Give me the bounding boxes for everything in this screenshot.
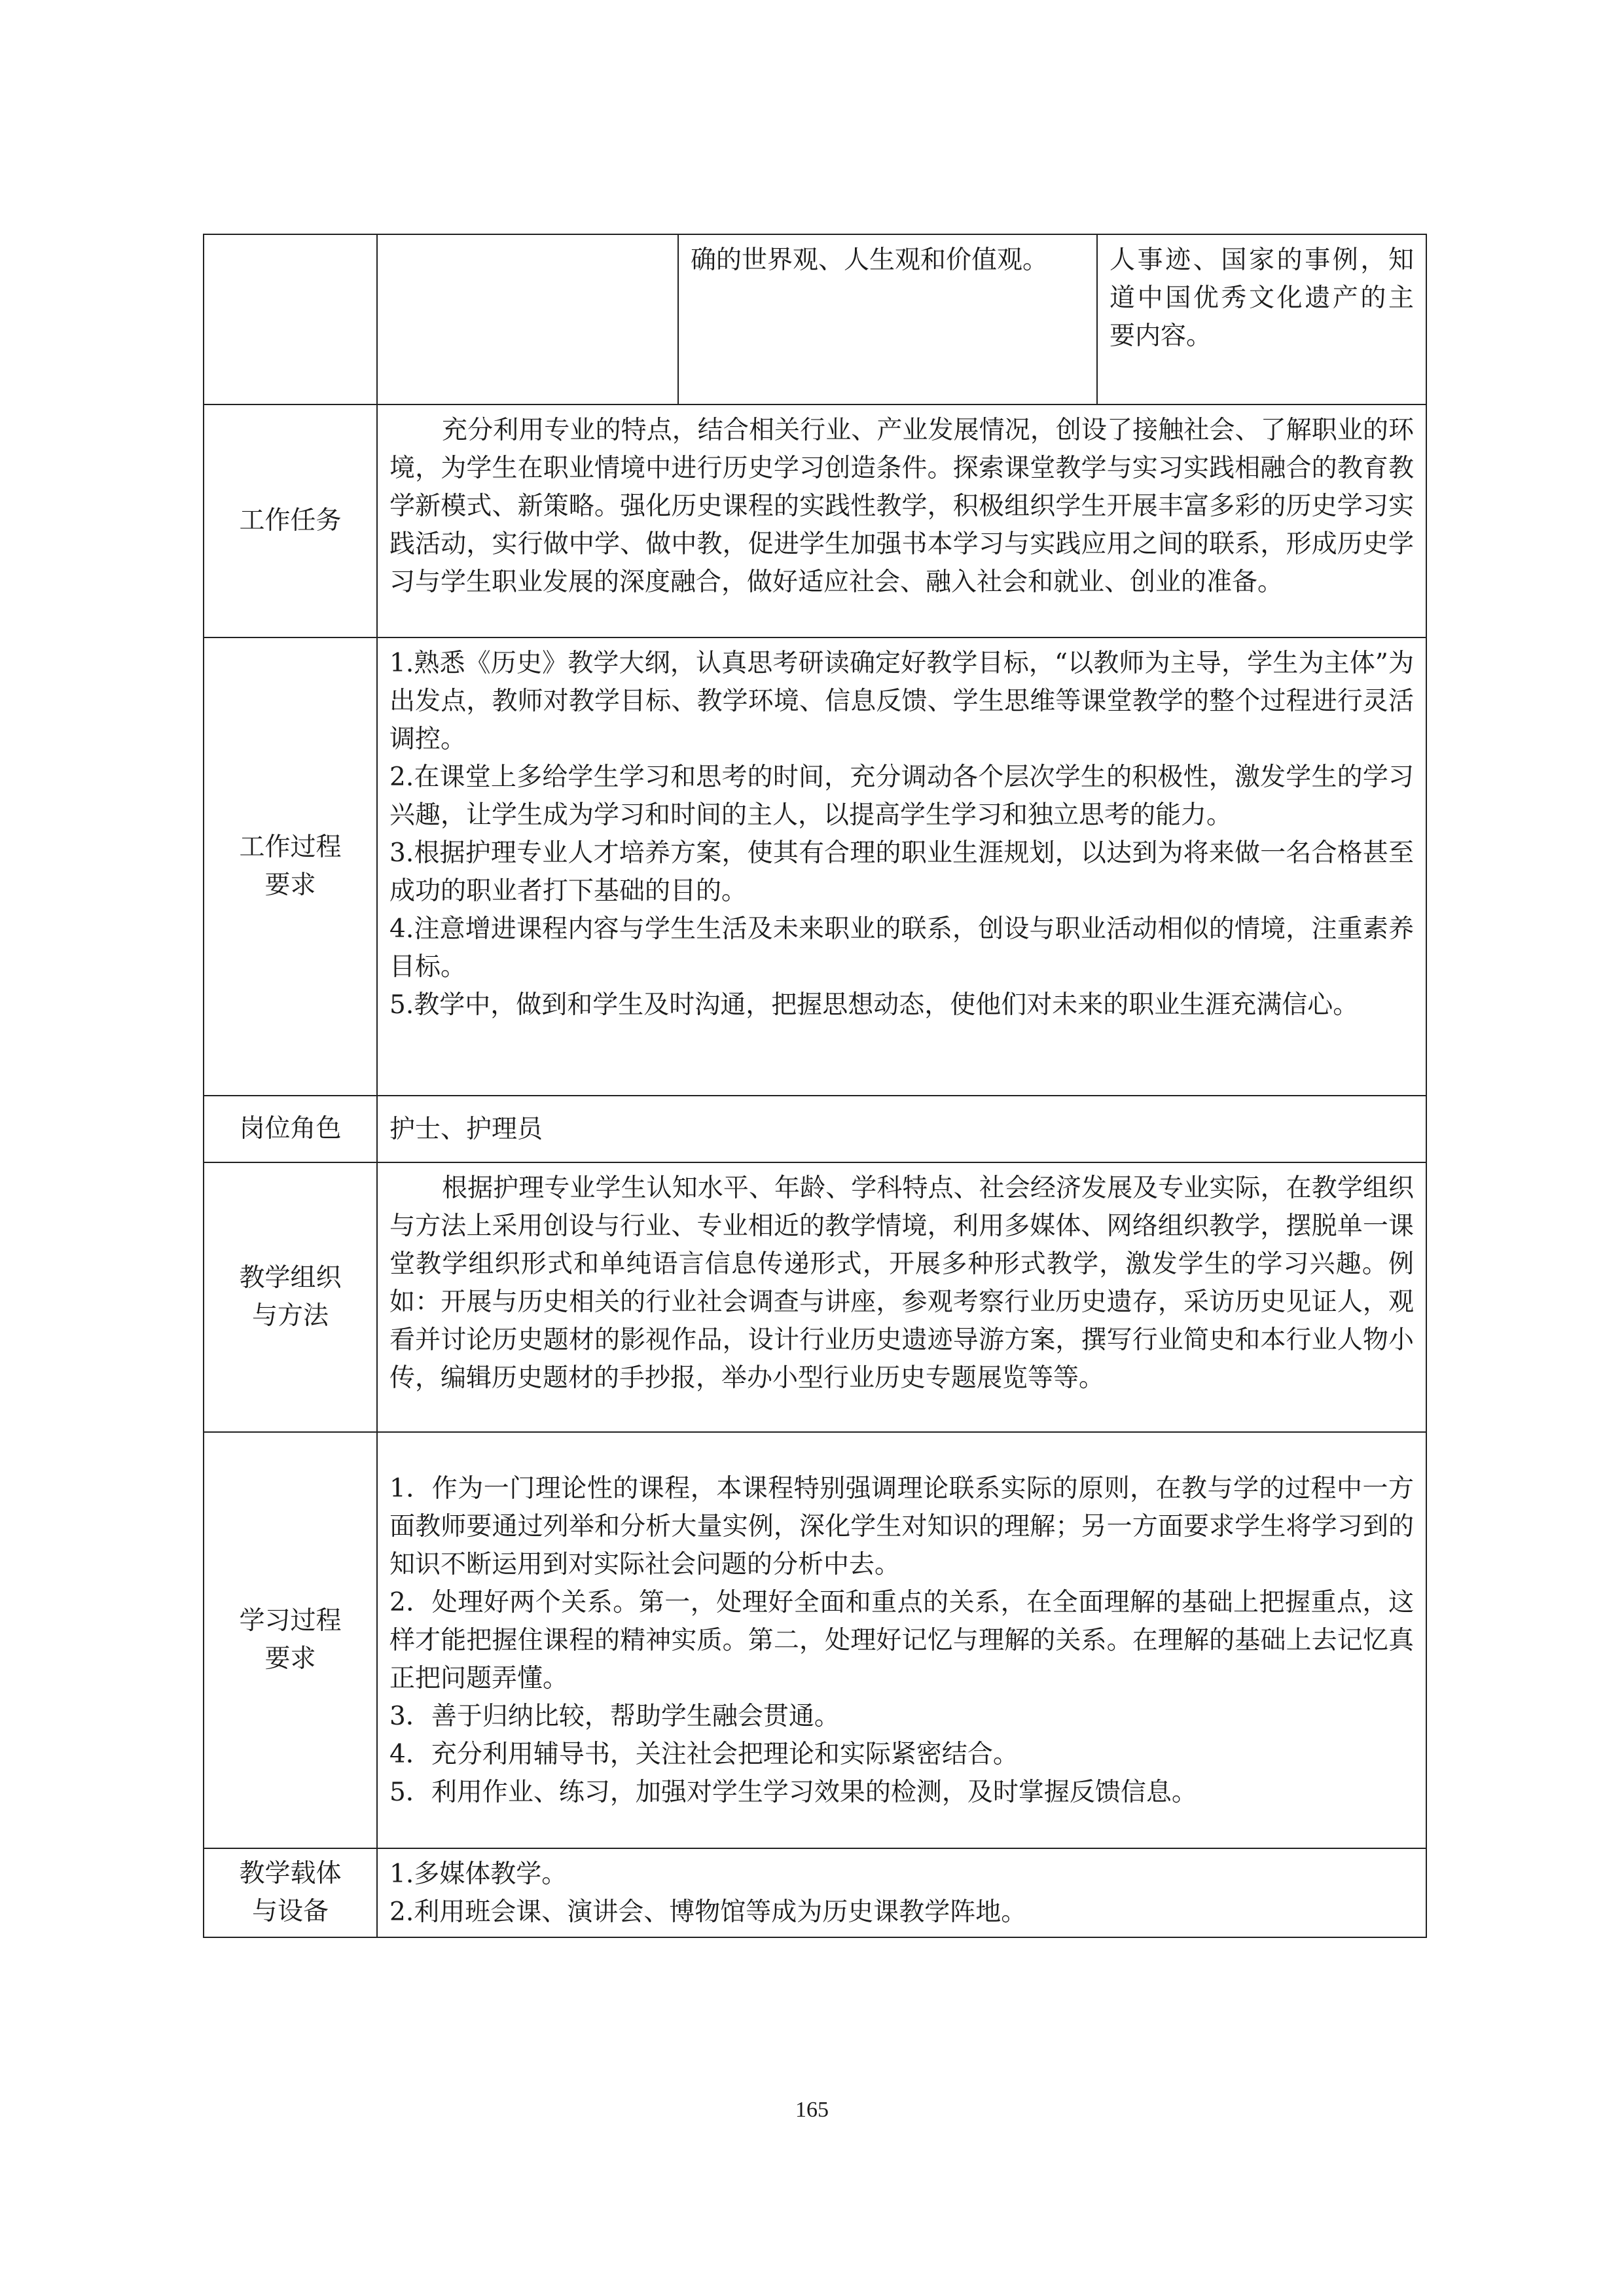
row-label-cell xyxy=(204,404,377,637)
content-paragraph: 4.注意增进课程内容与学生生活及未来职业的联系，创设与职业活动相似的情境，注重素养目标。 xyxy=(389,914,1414,982)
row-label-line: 与设备 xyxy=(251,1897,329,1926)
empty-cell xyxy=(377,234,678,404)
row-content-cell xyxy=(377,637,1426,1096)
content-paragraph: 5.教学中，做到和学生及时沟通，把握思想动态，使他们对未来的职业生涯充满信心。 xyxy=(389,990,1359,1020)
row-label-cell xyxy=(204,1096,377,1162)
row-label-line: 教学组织 xyxy=(239,1263,342,1293)
row-label-line: 学习过程 xyxy=(239,1606,342,1636)
page-number: 165 xyxy=(795,2098,829,2122)
continuation-text: 确的世界观、人生观和价值观。 xyxy=(691,245,1049,275)
row-label-cell xyxy=(204,1848,377,1937)
row-content-cell xyxy=(377,404,1426,637)
table-row-teaching-carrier xyxy=(204,1848,1426,1937)
table-row-work-process xyxy=(204,637,1426,1096)
row-label-line: 要求 xyxy=(264,1644,316,1674)
content-paragraph: 充分利用专业的特点，结合相关行业、产业发展情况，创设了接触社会、了解职业的环境，为学生在职业情境中进行历史学习创造条件。探索课堂教学与实习实践相融合的教育教学新模式、新策略。强化历史课程的实践性教学，积极组织学生开展丰富多彩的历史学习实践活动，实行做中学、做中教，促进学生加强书本学习与实践应用之间的联系，形成历史学习与学生职业发展的深度融合，做好适应社会、融入社会和就业、创业的准备。 xyxy=(389,416,1414,597)
content-paragraph: 2．处理好两个关系。第一，处理好全面和重点的关系，在全面理解的基础上把握重点，这样才能把握住课程的精神实质。第二，处理好记忆与理解的关系。在理解的基础上去记忆真正把问题弄懂。 xyxy=(389,1588,1414,1693)
row-label-line: 岗位角色 xyxy=(239,1114,342,1143)
continuation-text: 人事迹、国家的事例，知道中国优秀文化遗产的主要内容。 xyxy=(1110,245,1414,351)
content-paragraph: 护士、护理员 xyxy=(389,1115,543,1144)
content-paragraph: 1.多媒体教学。 xyxy=(389,1859,568,1889)
row-label-line: 工作任务 xyxy=(239,506,342,535)
row-label-line: 教学载体 xyxy=(239,1859,342,1888)
table-row-learning-process xyxy=(204,1432,1426,1848)
row-content-cell xyxy=(377,1096,1426,1162)
row-content-cell xyxy=(377,1432,1426,1848)
row-label-cell xyxy=(204,637,377,1096)
row-label-line: 与方法 xyxy=(251,1301,329,1331)
continuation-cell-objectives xyxy=(678,234,1097,404)
content-paragraph: 1．作为一门理论性的课程，本课程特别强调理论联系实际的原则，在教与学的过程中一方面教师要通过列举和分析大量实例，深化学生对知识的理解；另一方面要求学生将学习到的知识不断运用到对实际社会问题的分析中去。 xyxy=(389,1474,1414,1579)
row-label-cell xyxy=(204,1432,377,1848)
continuation-cell-examples xyxy=(1097,234,1426,404)
content-paragraph: 4．充分利用辅导书，关注社会把理论和实际紧密结合。 xyxy=(389,1740,1019,1769)
table-row-teaching-method xyxy=(204,1162,1426,1432)
content-paragraph: 根据护理专业学生认知水平、年龄、学科特点、社会经济发展及专业实际，在教学组织与方法上采用创设与行业、专业相近的教学情境，利用多媒体、网络组织教学，摆脱单一课堂教学组织形式和单纯语言信息传递形式，开展多种形式教学，激发学生的学习兴趣。例如：开展与历史相关的行业社会调查与讲座，参观考察行业历史遗存，采访历史见证人，观看并讨论历史题材的影视作品，设计行业历史遗迹导游方案，撰写行业简史和本行业人物小传，编辑历史题材的手抄报，举办小型行业历史专题展览等等。 xyxy=(389,1174,1414,1393)
row-label-line: 工作过程 xyxy=(239,833,342,862)
row-label-cell xyxy=(204,1162,377,1432)
content-paragraph: 5．利用作业、练习，加强对学生学习效果的检测，及时掌握反馈信息。 xyxy=(389,1778,1197,1807)
row-content-cell xyxy=(377,1162,1426,1432)
table-row-continuation xyxy=(204,234,1426,404)
row-label-line: 要求 xyxy=(264,870,316,900)
content-paragraph: 3.根据护理专业人才培养方案，使其有合理的职业生涯规划，以达到为将来做一名合格甚至成功的职业者打下基础的目的。 xyxy=(389,838,1414,906)
table-row-position-role xyxy=(204,1096,1426,1162)
content-paragraph: 2.利用班会课、演讲会、博物馆等成为历史课教学阵地。 xyxy=(389,1897,1027,1927)
content-paragraph: 3．善于归纳比较，帮助学生融会贯通。 xyxy=(389,1702,840,1731)
empty-label-cell xyxy=(204,234,377,404)
row-content-cell xyxy=(377,1848,1426,1937)
content-paragraph: 2.在课堂上多给学生学习和思考的时间，充分调动各个层次学生的积极性，激发学生的学习兴趣，让学生成为学习和时间的主人，以提高学生学习和独立思考的能力。 xyxy=(389,762,1414,830)
table-row-work-task xyxy=(204,404,1426,637)
curriculum-table xyxy=(203,234,1427,1938)
content-paragraph: 1.熟悉《历史》教学大纲，认真思考研读确定好教学目标，“以教师为主导，学生为主体”为出发点，教师对教学目标、教学环境、信息反馈、学生思维等课堂教学的整个过程进行灵活调控。 xyxy=(389,649,1414,754)
